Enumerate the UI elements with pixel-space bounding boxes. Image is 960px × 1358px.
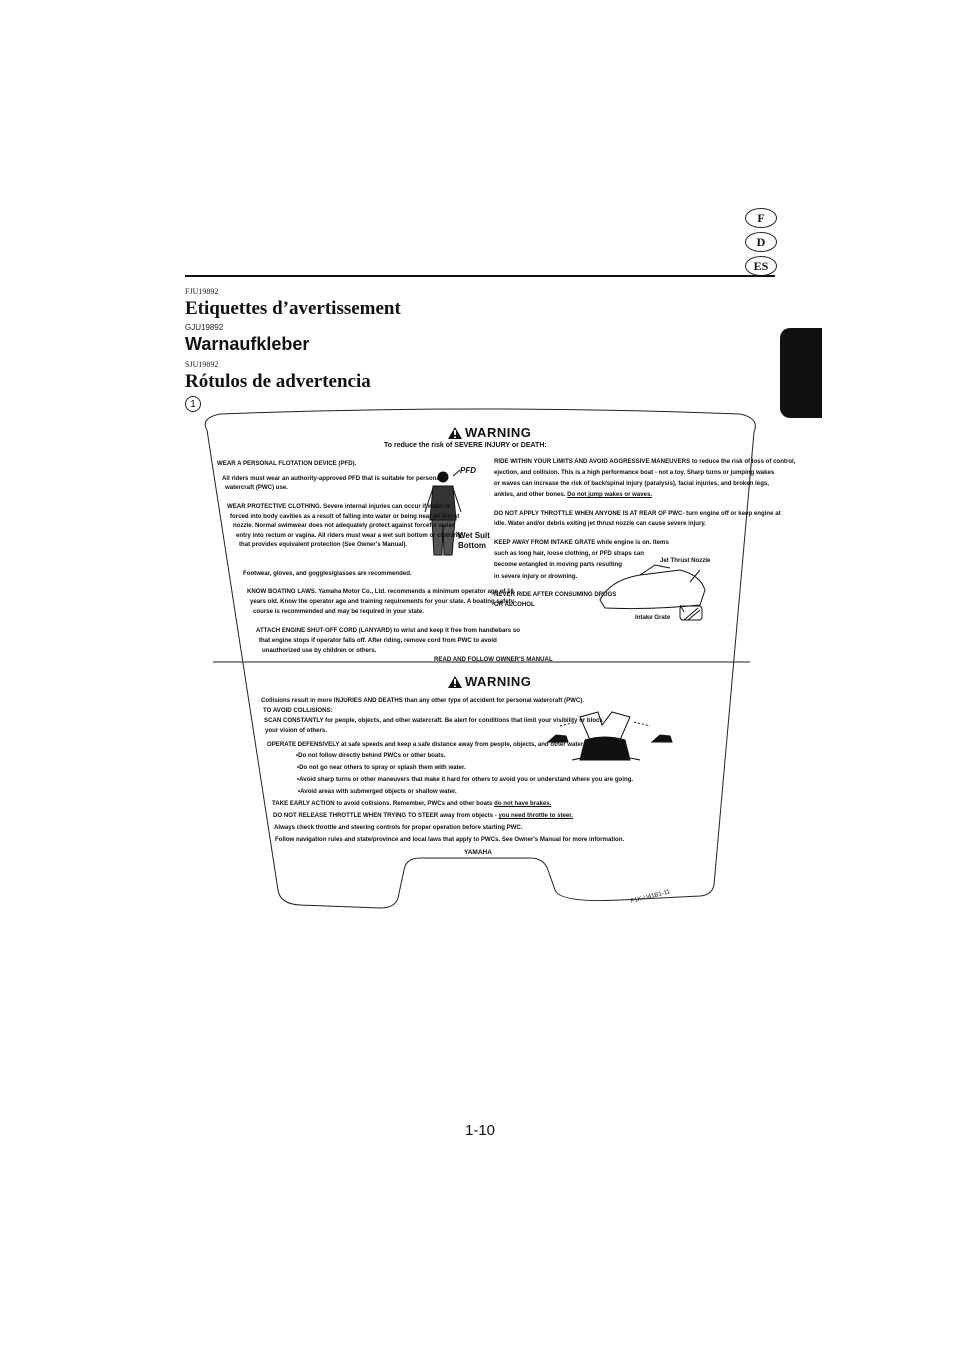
- lang-badge-d: D: [745, 232, 777, 252]
- warning-title-2: WARNING: [465, 674, 532, 689]
- label-line: entry into rectum or vagina. All riders must wear a wet suit bottom or clothing: [236, 532, 461, 539]
- label-line: DO NOT APPLY THROTTLE WHEN ANYONE IS AT REAR OF PWC- turn engine off or keep engine at: [494, 510, 781, 517]
- label-line: [273, 812, 573, 820]
- manual-footer: READ AND FOLLOW OWNER'S MANUAL: [434, 656, 553, 663]
- warning-title-1: WARNING: [465, 425, 532, 440]
- label-line: ejection, and collision. This is a high performance boat - not a toy. Sharp turns or jumping wakes: [494, 469, 775, 476]
- label-line: NEVER RIDE AFTER CONSUMING DRUGS: [494, 591, 617, 598]
- label-line: •Do not go near others to spray or splash them with water.: [297, 764, 466, 771]
- label-line: unauthorized use by children or others.: [262, 647, 377, 654]
- lang-badge-es: ES: [745, 256, 777, 276]
- label-line: that engine stops if operator falls off. After riding, remove cord from PWC to avoid: [259, 637, 497, 644]
- label-line: your vision of others.: [265, 727, 327, 734]
- section-code-de: GJU19892: [185, 323, 224, 332]
- label-emphasis: do not have brakes.: [494, 800, 552, 807]
- label-line: [272, 800, 551, 808]
- section-code-fr: FJU19892: [185, 287, 219, 296]
- label-line: SCAN CONSTANTLY for people, objects, and other watercraft. Be alert for conditions that limit your visibility or block: [264, 717, 603, 724]
- warning-triangle-icon: [448, 427, 462, 439]
- label-line: become entangled in moving parts resulting: [494, 561, 622, 568]
- label-line: •Do not follow directly behind PWCs or other boats.: [296, 752, 446, 759]
- wetsuit-label-2: Bottom: [458, 541, 486, 550]
- label-line: or waves can increase the risk of back/spinal injury (paralysis), facial injuries, and broken legs,: [494, 480, 770, 487]
- pfd-label: PFD: [460, 466, 476, 475]
- label-line: OPERATE DEFENSIVELY at safe speeds and keep a safe distance away from people, objects, and other watercraft.: [267, 741, 599, 748]
- label-line: [494, 491, 652, 499]
- label-line: such as long hair, loose clothing, or PFD straps can: [494, 550, 645, 557]
- label-line: course is recommended and may be required in your state.: [253, 608, 425, 615]
- section-title-es: Rótulos de advertencia: [185, 371, 371, 392]
- label-line: TO AVOID COLLISIONS:: [263, 707, 333, 714]
- label-line: WEAR PROTECTIVE CLOTHING. Severe internal injuries can occur if water is: [227, 503, 451, 510]
- label-text: TAKE EARLY ACTION to avoid collisions. Remember, PWCs and other boats: [272, 800, 493, 807]
- label-line: watercraft (PWC) use.: [225, 484, 288, 491]
- lang-badge-f: F: [745, 208, 777, 228]
- label-line: KEEP AWAY FROM INTAKE GRATE while engine is on. Items: [494, 539, 669, 546]
- wetsuit-label: Wet Suit: [458, 531, 490, 540]
- yamaha-brand: YAMAHA: [464, 849, 492, 856]
- label-line: Always check throttle and steering controls for proper operation before starting PWC.: [274, 824, 523, 831]
- page-number: 1-10: [464, 1122, 496, 1139]
- label-line: KNOW BOATING LAWS. Yamaha Motor Co., Ltd. recommends a minimum operator age of 16: [247, 588, 514, 595]
- section-title-fr: Etiquettes d’avertissement: [185, 298, 401, 319]
- label-line: OR ALCOHOL: [494, 601, 535, 608]
- intake-grate-label: Intake Grate: [635, 614, 671, 621]
- label-text: DO NOT RELEASE THROTTLE WHEN TRYING TO STEER away from objects -: [273, 812, 497, 819]
- label-line: WEAR A PERSONAL FLOTATION DEVICE (PFD).: [217, 460, 357, 467]
- label-line: that provides equivalent protection (See Owner's Manual).: [239, 541, 408, 548]
- label-line: in severe injury or drowning.: [494, 573, 578, 580]
- label-text: ankles, and other bones.: [494, 491, 566, 498]
- label-line: forced into body cavities as a result of falling into water or being near jet thrust: [230, 513, 460, 520]
- section-code-es: SJU19892: [185, 360, 219, 369]
- label-emphasis: Do not jump wakes or waves.: [567, 491, 653, 498]
- label-line: RIDE WITHIN YOUR LIMITS AND AVOID AGGRESSIVE MANEUVERS to reduce the risk of loss of control,: [494, 458, 796, 465]
- label-line: •Avoid sharp turns or other maneuvers that make it hard for others to avoid you or understand where you are going.: [297, 776, 634, 783]
- label-emphasis: you need throttle to steer.: [498, 812, 573, 819]
- label-line: Collisions result in more INJURIES AND DEATHS than any other type of accident for personal watercraft (PWC).: [261, 697, 585, 704]
- label-line: All riders must wear an authority-approved PFD that is suitable for personal: [222, 475, 442, 482]
- warning-subtitle: To reduce the risk of SEVERE INJURY or DEATH:: [384, 442, 547, 449]
- label-line: ATTACH ENGINE SHUT-OFF CORD (LANYARD) to wrist and keep it free from handlebars so: [256, 627, 520, 634]
- label-line: nozzle. Normal swimwear does not adequately protect against forceful water: [233, 522, 455, 529]
- jet-thrust-nozzle-label: Jet Thrust Nozzle: [660, 557, 711, 564]
- section-title-de: Warnaufkleber: [185, 334, 310, 354]
- label-line: Footwear, gloves, and goggles/glasses are recommended.: [243, 570, 412, 577]
- label-line: Follow navigation rules and state/province and local laws that apply to PWCs. See Owner's Manual for more information.: [275, 836, 625, 843]
- label-line: •Avoid areas with submerged objects or shallow water.: [298, 788, 457, 795]
- part-number: F1K-U41B1-11: [630, 888, 671, 905]
- label-line: years old. Know the operator age and training requirements for your state. A boating safety: [250, 598, 514, 605]
- label-line: idle. Water and/or debris exiting jet thrust nozzle can cause severe injury.: [494, 520, 706, 527]
- callout-number: 1: [185, 396, 201, 412]
